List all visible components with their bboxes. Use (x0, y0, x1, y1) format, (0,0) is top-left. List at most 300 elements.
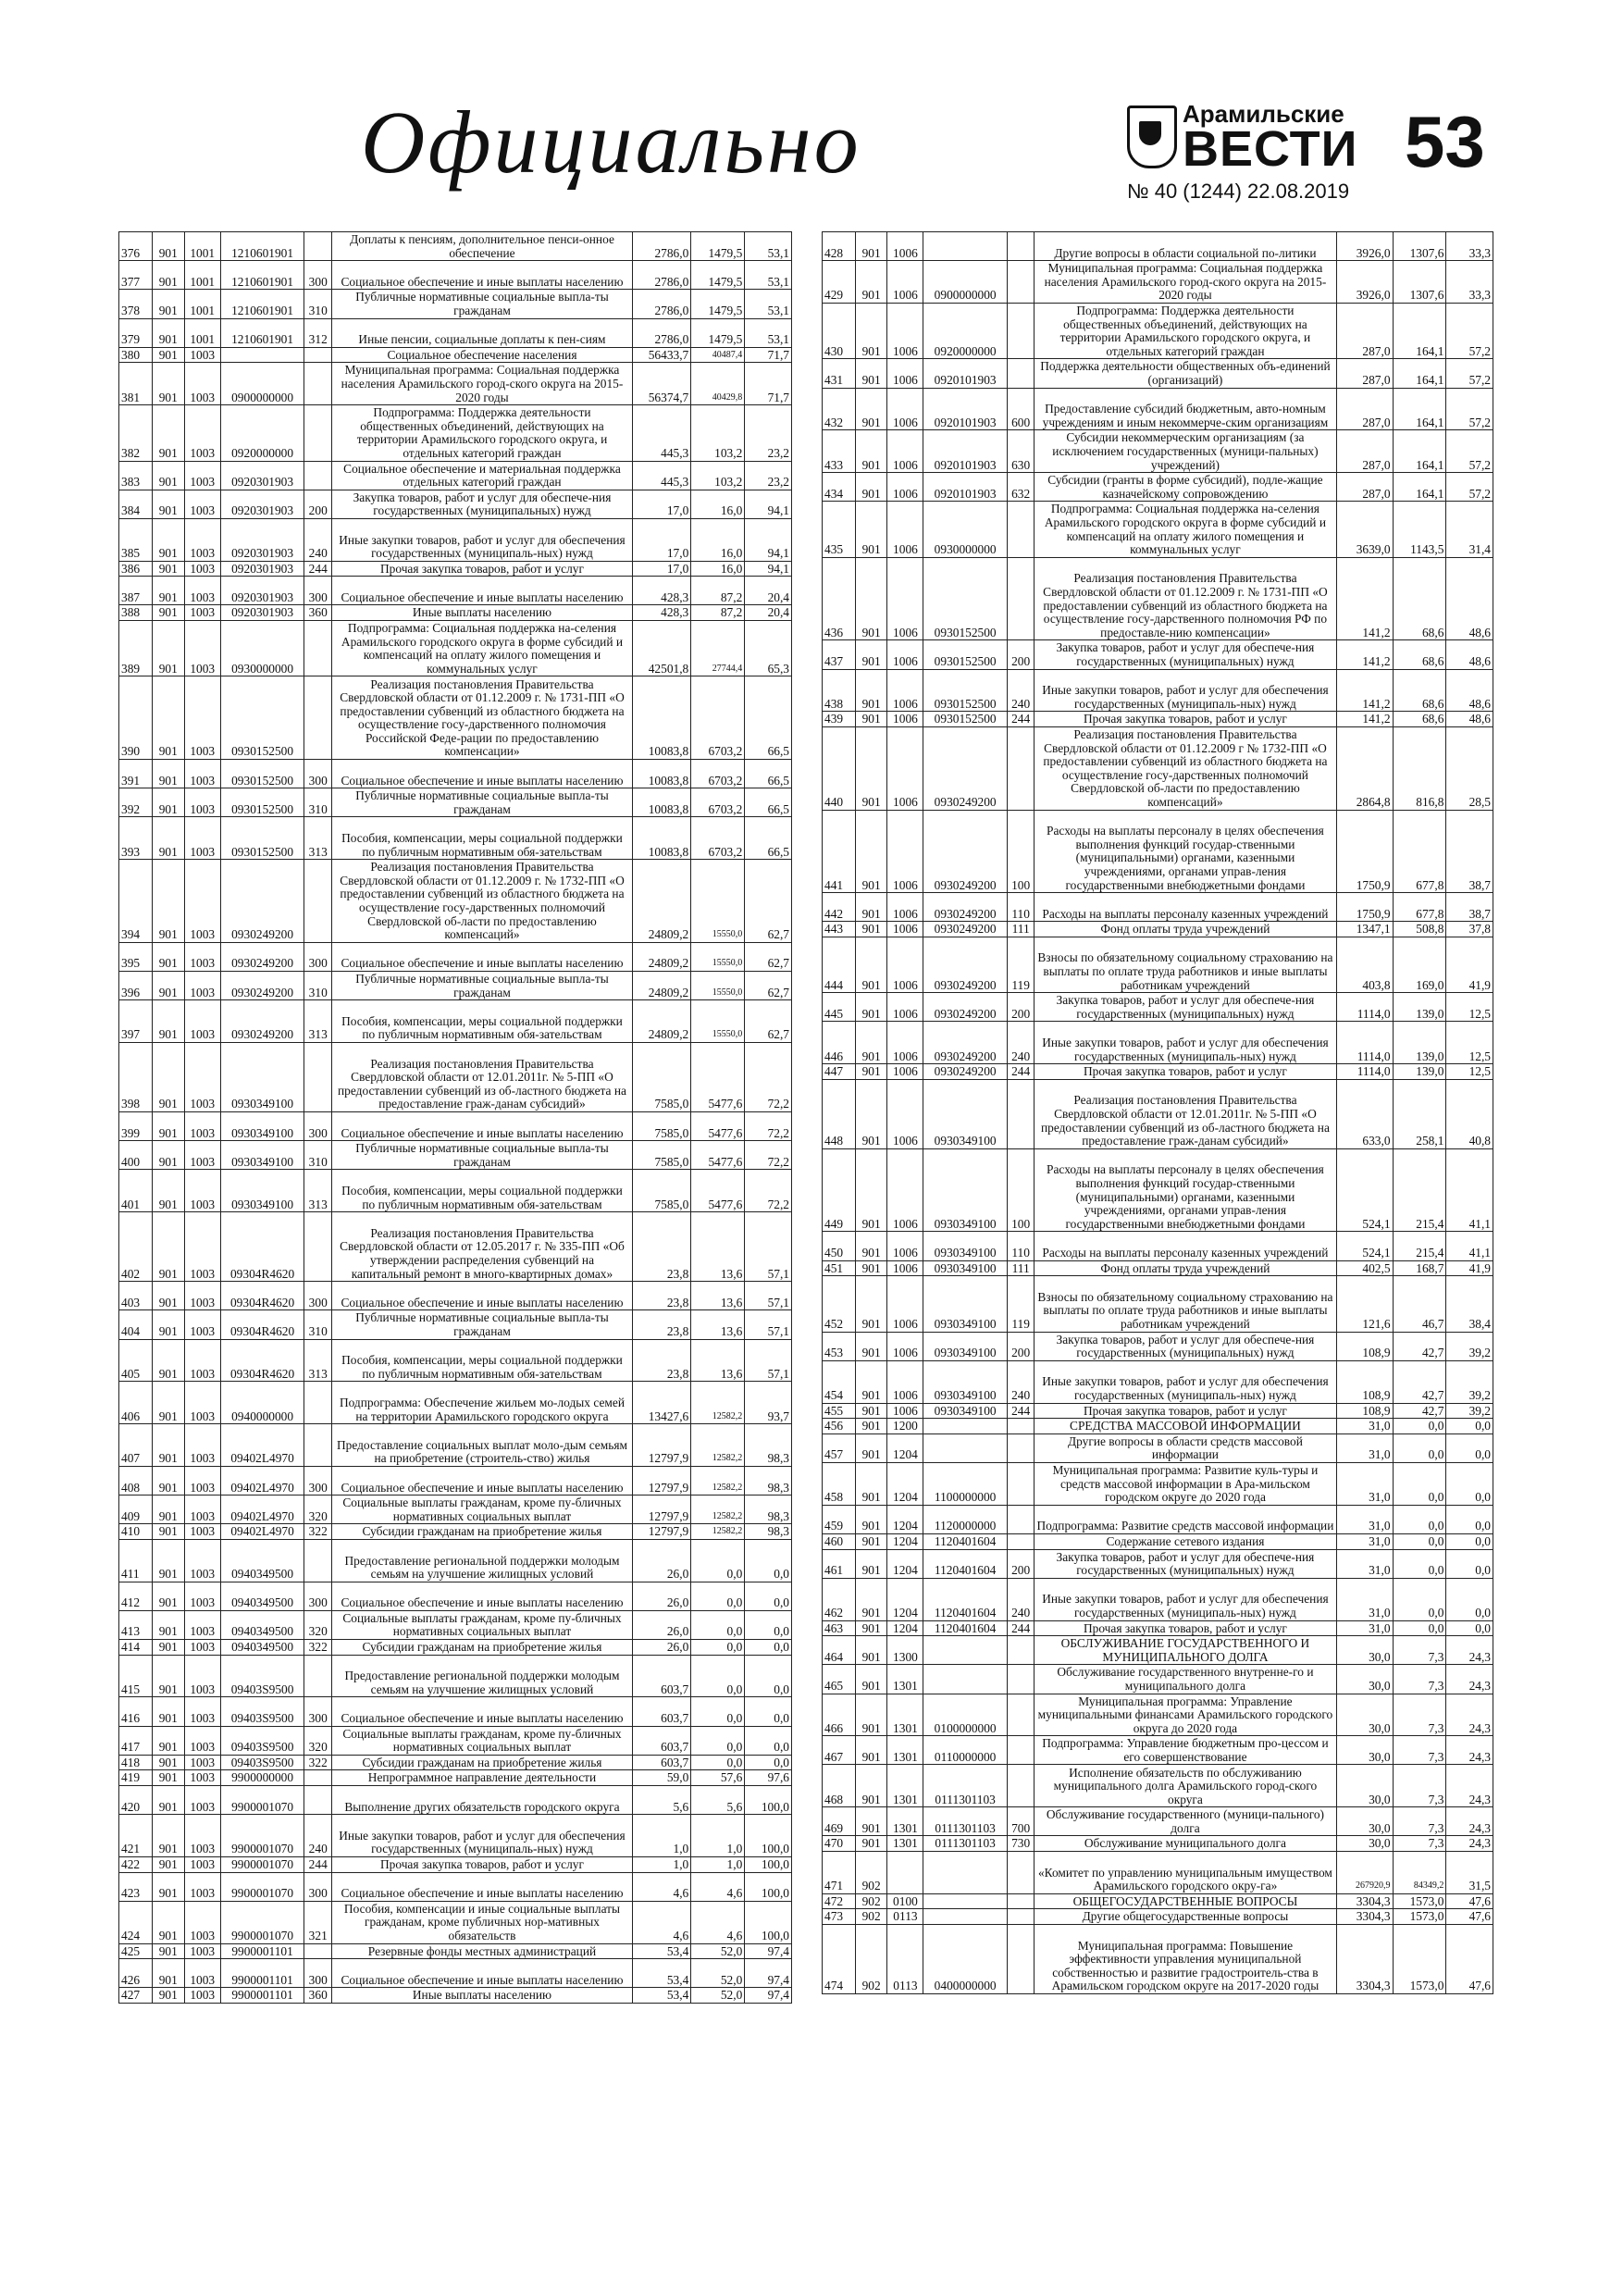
table-row (119, 1988, 792, 2004)
actual-amount: 12582,2 (691, 1524, 745, 1540)
target-code: 0930249200 (923, 1022, 1007, 1064)
section-code: 1003 (184, 1943, 220, 1959)
actual-amount: 103,2 (691, 461, 745, 490)
expense-type: 320 (304, 1726, 332, 1755)
target-code: 09304R4620 (220, 1339, 304, 1382)
section-code: 1006 (887, 1403, 923, 1419)
target-code: 0930349100 (220, 1170, 304, 1212)
row-number: 432 (823, 388, 856, 430)
plan-amount: 56433,7 (632, 347, 690, 363)
section-code: 1003 (184, 860, 220, 943)
table-row (823, 937, 1493, 992)
target-code: 0400000000 (923, 1925, 1007, 1994)
admin-code: 902 (855, 1852, 887, 1894)
section-code: 1003 (184, 1857, 220, 1873)
expense-type: 310 (304, 972, 332, 1000)
admin-code: 901 (152, 1901, 184, 1943)
plan-amount: 633,0 (1336, 1079, 1393, 1148)
row-description: Поддержка деятельности общественных объ-единений (организаций) (1035, 359, 1336, 388)
target-code: 0930249200 (923, 937, 1007, 992)
plan-amount: 287,0 (1336, 473, 1393, 502)
expense-type: 200 (1007, 993, 1034, 1022)
admin-code: 901 (855, 640, 887, 669)
percent-done: 97,4 (745, 1943, 792, 1959)
expense-type: 300 (304, 1112, 332, 1141)
percent-done: 93,7 (745, 1382, 792, 1424)
section-code: 1301 (887, 1736, 923, 1765)
admin-code: 901 (855, 937, 887, 992)
target-code: 0920301903 (220, 490, 304, 518)
plan-amount: 7585,0 (632, 1170, 690, 1212)
table-row (119, 363, 792, 405)
table-row (823, 640, 1493, 669)
actual-amount: 0,0 (1393, 1578, 1446, 1620)
row-description: Реализация постановления Правительства Свердловской области от 01.12.2009 г. № 1731-ПП «О предоставлении субвенций из областного бюджета на осуществление госу-дарственного полномочия Российской Феде-рации по предоставлению компенсации» (331, 676, 632, 760)
percent-done: 39,2 (1446, 1403, 1493, 1419)
actual-amount: 1,0 (691, 1857, 745, 1873)
table-row (823, 1462, 1493, 1505)
expense-type (304, 1382, 332, 1424)
section-code: 1003 (184, 1524, 220, 1540)
admin-code: 901 (152, 817, 184, 860)
percent-done: 0,0 (745, 1726, 792, 1755)
plan-amount: 287,0 (1336, 303, 1393, 358)
section-code: 1003 (184, 518, 220, 561)
actual-amount: 1,0 (691, 1815, 745, 1857)
row-description: Содержание сетевого издания (1035, 1533, 1336, 1549)
row-description: Закупка товаров, работ и услуг для обеспече-ния государственных (муниципальных) нужд (331, 490, 632, 518)
section-code: 1006 (887, 1064, 923, 1080)
row-description: Другие общегосударственные вопросы (1035, 1909, 1336, 1925)
plan-amount: 30,0 (1336, 1765, 1393, 1807)
actual-amount: 169,0 (1393, 937, 1446, 992)
plan-amount: 287,0 (1336, 430, 1393, 473)
table-row (823, 893, 1493, 922)
percent-done: 24,3 (1446, 1665, 1493, 1694)
percent-done: 31,4 (1446, 502, 1493, 557)
section-code: 1301 (887, 1694, 923, 1736)
row-description: Пособия, компенсации, меры социальной поддержки по публичным нормативным обя-зательствам (331, 1339, 632, 1382)
plan-amount: 10083,8 (632, 817, 690, 860)
actual-amount: 12582,2 (691, 1424, 745, 1467)
table-row (823, 712, 1493, 727)
row-number: 462 (823, 1578, 856, 1620)
row-number: 468 (823, 1765, 856, 1807)
expense-type (304, 1786, 332, 1815)
target-code: 1210601901 (220, 290, 304, 318)
row-description: Закупка товаров, работ и услуг для обеспече-ния государственных (муниципальных) нужд (1035, 1332, 1336, 1360)
row-description: Муниципальная программа: Социальная поддержка населения Арамильского город-ского округа на 2015-2020 годы (1035, 261, 1336, 304)
table-row (823, 502, 1493, 557)
row-description: Социальные выплаты гражданам, кроме пу-бличных нормативных социальных выплат (331, 1726, 632, 1755)
actual-amount: 1307,6 (1393, 232, 1446, 261)
actual-amount: 16,0 (691, 490, 745, 518)
expense-type: 244 (1007, 1064, 1034, 1080)
target-code: 0900000000 (220, 363, 304, 405)
row-number: 413 (119, 1610, 153, 1639)
target-code: 9900000000 (220, 1770, 304, 1786)
percent-done: 48,6 (1446, 669, 1493, 712)
section-code: 1003 (184, 605, 220, 621)
admin-code: 901 (855, 1064, 887, 1080)
expense-type: 310 (304, 1310, 332, 1339)
plan-amount: 108,9 (1336, 1360, 1393, 1403)
section-code: 1003 (184, 1655, 220, 1697)
expense-type: 200 (304, 490, 332, 518)
expense-type (304, 1943, 332, 1959)
plan-amount: 17,0 (632, 561, 690, 577)
actual-amount: 139,0 (1393, 1022, 1446, 1064)
actual-amount: 52,0 (691, 1988, 745, 2004)
expense-type: 100 (1007, 1148, 1034, 1232)
plan-amount: 10083,8 (632, 760, 690, 788)
actual-amount: 15550,0 (691, 1000, 745, 1043)
section-code: 1003 (184, 490, 220, 518)
expense-type: 240 (1007, 1578, 1034, 1620)
target-code: 0900000000 (923, 261, 1007, 304)
plan-amount: 31,0 (1336, 1419, 1393, 1434)
target-code: 9900001070 (220, 1786, 304, 1815)
table-row (823, 473, 1493, 502)
percent-done: 62,7 (745, 1000, 792, 1043)
target-code (923, 1419, 1007, 1434)
target-code (923, 1433, 1007, 1462)
row-description: Взносы по обязательному социальному страхованию на выплаты по оплате труда работников и иные выплаты работникам учреждений (1035, 1276, 1336, 1332)
plan-amount: 141,2 (1336, 712, 1393, 727)
section-code: 1006 (887, 640, 923, 669)
row-number: 391 (119, 760, 153, 788)
admin-code: 901 (152, 1697, 184, 1726)
admin-code: 901 (855, 473, 887, 502)
section-code: 1006 (887, 712, 923, 727)
target-code: 0930249200 (220, 942, 304, 971)
admin-code: 901 (152, 518, 184, 561)
actual-amount: 84349,2 (1393, 1852, 1446, 1894)
target-code: 0930349100 (923, 1403, 1007, 1419)
plan-amount: 31,0 (1336, 1549, 1393, 1578)
table-row (823, 1419, 1493, 1434)
section-code: 1003 (184, 1988, 220, 2004)
table-row (119, 1610, 792, 1639)
admin-code: 901 (855, 1636, 887, 1665)
section-code: 1006 (887, 937, 923, 992)
plan-amount: 3926,0 (1336, 261, 1393, 304)
table-row (823, 1403, 1493, 1419)
percent-done: 100,0 (745, 1815, 792, 1857)
plan-amount: 12797,9 (632, 1424, 690, 1467)
row-description: Публичные нормативные социальные выпла-ты гражданам (331, 788, 632, 817)
section-code: 1200 (887, 1419, 923, 1434)
target-code: 0100000000 (923, 1694, 1007, 1736)
row-description: Социальные выплаты гражданам, кроме пу-бличных нормативных социальных выплат (331, 1610, 632, 1639)
logo-line2: ВЕСТИ (1183, 121, 1358, 177)
row-number: 392 (119, 788, 153, 817)
row-description: Социальное обеспечение и иные выплаты населению (331, 1697, 632, 1726)
target-code: 0920101903 (923, 473, 1007, 502)
table-row (119, 1382, 792, 1424)
expense-type: 200 (1007, 1332, 1034, 1360)
percent-done: 57,1 (745, 1282, 792, 1310)
admin-code: 901 (855, 1022, 887, 1064)
row-description: Подпрограмма: Обеспечение жильем мо-лодых семей на территории Арамильского городского округа (331, 1382, 632, 1424)
admin-code: 902 (855, 1893, 887, 1909)
actual-amount: 16,0 (691, 561, 745, 577)
expense-type (304, 1655, 332, 1697)
percent-done: 0,0 (1446, 1419, 1493, 1434)
row-description: Расходы на выплаты персоналу в целях обеспечения выполнения функций государ-ственными (муниципальными) органами, казенными учреждениями, органами управ-ления государственными внебюджетными фондами (1035, 810, 1336, 893)
admin-code: 901 (152, 1755, 184, 1770)
expense-type: 730 (1007, 1836, 1034, 1852)
row-number: 434 (823, 473, 856, 502)
table-row (823, 1736, 1493, 1765)
plan-amount: 24809,2 (632, 942, 690, 971)
actual-amount: 0,0 (1393, 1433, 1446, 1462)
row-description: Подпрограмма: Развитие средств массовой информации (1035, 1505, 1336, 1533)
row-description: Подпрограмма: Социальная поддержка на-селения Арамильского городского округа в форме субсидий и компенсаций на оплату жилого помещения и коммунальных услуг (1035, 502, 1336, 557)
row-number: 389 (119, 621, 153, 676)
expense-type (1007, 1665, 1034, 1694)
plan-amount: 1,0 (632, 1815, 690, 1857)
row-number: 383 (119, 461, 153, 490)
plan-amount: 402,5 (1336, 1260, 1393, 1276)
section-code: 1006 (887, 1260, 923, 1276)
row-description: Публичные нормативные социальные выпла-ты гражданам (331, 290, 632, 318)
percent-done: 57,2 (1446, 388, 1493, 430)
percent-done: 72,2 (745, 1141, 792, 1170)
admin-code: 901 (855, 1433, 887, 1462)
admin-code: 901 (152, 1282, 184, 1310)
expense-type (1007, 1079, 1034, 1148)
target-code: 0940349500 (220, 1640, 304, 1656)
actual-amount: 1143,5 (1393, 502, 1446, 557)
row-number: 393 (119, 817, 153, 860)
expense-type (1007, 1925, 1034, 1994)
table-row (119, 1959, 792, 1988)
table-row (119, 760, 792, 788)
plan-amount: 287,0 (1336, 388, 1393, 430)
expense-type: 360 (304, 1988, 332, 2004)
expense-type (304, 1043, 332, 1112)
section-code: 1006 (887, 993, 923, 1022)
expense-type (1007, 261, 1034, 304)
target-code: 9900001070 (220, 1815, 304, 1857)
plan-amount: 17,0 (632, 518, 690, 561)
row-number: 437 (823, 640, 856, 669)
section-code: 1006 (887, 1232, 923, 1260)
table-row (823, 1232, 1493, 1260)
table-row (823, 1148, 1493, 1232)
table-row (823, 669, 1493, 712)
actual-amount: 164,1 (1393, 473, 1446, 502)
target-code: 0920101903 (923, 359, 1007, 388)
table-row (823, 810, 1493, 893)
plan-amount: 108,9 (1336, 1332, 1393, 1360)
percent-done: 72,2 (745, 1170, 792, 1212)
percent-done: 0,0 (1446, 1549, 1493, 1578)
admin-code: 901 (152, 1640, 184, 1656)
percent-done: 40,8 (1446, 1079, 1493, 1148)
admin-code: 901 (152, 1141, 184, 1170)
percent-done: 57,1 (745, 1310, 792, 1339)
expense-type: 322 (304, 1640, 332, 1656)
row-number: 397 (119, 1000, 153, 1043)
row-description: Иные пенсии, социальные доплаты к пен-сиям (331, 318, 632, 347)
target-code: 0930349100 (220, 1141, 304, 1170)
table-row (823, 557, 1493, 640)
row-number: 435 (823, 502, 856, 557)
admin-code: 901 (152, 1310, 184, 1339)
row-description: Резервные фонды местных администраций (331, 1943, 632, 1959)
percent-done: 38,4 (1446, 1276, 1493, 1332)
table-row (823, 1533, 1493, 1549)
actual-amount: 16,0 (691, 518, 745, 561)
admin-code: 901 (855, 1232, 887, 1260)
table-row (119, 676, 792, 760)
actual-amount: 0,0 (691, 1697, 745, 1726)
expense-type: 300 (304, 577, 332, 605)
row-description: Прочая закупка товаров, работ и услуг (331, 1857, 632, 1873)
row-description: Иные закупки товаров, работ и услуг для обеспечения государственных (муниципаль-ных) нужд (1035, 669, 1336, 712)
admin-code: 901 (855, 1360, 887, 1403)
actual-amount: 7,3 (1393, 1736, 1446, 1765)
actual-amount: 5477,6 (691, 1112, 745, 1141)
expense-type: 244 (1007, 1620, 1034, 1636)
admin-code: 901 (855, 1332, 887, 1360)
admin-code: 901 (152, 1382, 184, 1424)
actual-amount: 13,6 (691, 1310, 745, 1339)
percent-done: 0,0 (745, 1610, 792, 1639)
row-number: 444 (823, 937, 856, 992)
admin-code: 901 (855, 1549, 887, 1578)
row-description: Субсидии (гранты в форме субсидий), подле-жащие казначейскому сопровождению (1035, 473, 1336, 502)
actual-amount: 0,0 (1393, 1505, 1446, 1533)
target-code: 0940349500 (220, 1539, 304, 1582)
row-number: 453 (823, 1332, 856, 1360)
section-code: 1001 (184, 232, 220, 261)
table-row (823, 1852, 1493, 1894)
expense-type (1007, 1893, 1034, 1909)
section-code: 1001 (184, 261, 220, 290)
admin-code: 902 (855, 1925, 887, 1994)
issue-number: № 40 (1244) 22.08.2019 (1127, 180, 1350, 203)
section-code: 1006 (887, 893, 923, 922)
table-row (119, 290, 792, 318)
percent-done: 98,3 (745, 1466, 792, 1495)
row-description: Выполнение других обязательств городского округа (331, 1786, 632, 1815)
target-code: 09402L4970 (220, 1424, 304, 1467)
percent-done: 57,1 (745, 1339, 792, 1382)
expense-type (1007, 1694, 1034, 1736)
admin-code: 901 (152, 1466, 184, 1495)
admin-code: 901 (855, 1533, 887, 1549)
row-number: 459 (823, 1505, 856, 1533)
table-row (823, 1665, 1493, 1694)
admin-code: 901 (152, 1655, 184, 1697)
table-row (823, 1636, 1493, 1665)
target-code (923, 1852, 1007, 1894)
percent-done: 0,0 (745, 1582, 792, 1610)
row-description: Другие вопросы в области социальной по-литики (1035, 232, 1336, 261)
expense-type (1007, 726, 1034, 810)
row-number: 426 (119, 1959, 153, 1988)
row-number: 416 (119, 1697, 153, 1726)
actual-amount: 12582,2 (691, 1466, 745, 1495)
row-description: Иные закупки товаров, работ и услуг для обеспечения государственных (муниципаль-ных) нужд (1035, 1578, 1336, 1620)
table-row (823, 1807, 1493, 1836)
coat-of-arms-icon (1127, 105, 1177, 168)
admin-code: 901 (152, 1212, 184, 1282)
target-code (220, 347, 304, 363)
actual-amount: 6703,2 (691, 676, 745, 760)
row-number: 380 (119, 347, 153, 363)
target-code: 1120401604 (923, 1533, 1007, 1549)
target-code: 0930249200 (923, 726, 1007, 810)
section-code: 1003 (184, 1043, 220, 1112)
percent-done: 47,6 (1446, 1925, 1493, 1994)
section-code: 1006 (887, 810, 923, 893)
row-number: 424 (119, 1901, 153, 1943)
actual-amount: 1479,5 (691, 261, 745, 290)
plan-amount: 23,8 (632, 1282, 690, 1310)
section-code: 1300 (887, 1636, 923, 1665)
percent-done: 57,2 (1446, 430, 1493, 473)
row-number: 402 (119, 1212, 153, 1282)
expense-type: 200 (1007, 1549, 1034, 1578)
section-code: 1003 (184, 1610, 220, 1639)
expense-type: 240 (304, 518, 332, 561)
target-code (923, 1665, 1007, 1694)
plan-amount: 12797,9 (632, 1496, 690, 1524)
row-number: 461 (823, 1549, 856, 1578)
plan-amount: 524,1 (1336, 1148, 1393, 1232)
actual-amount: 258,1 (1393, 1079, 1446, 1148)
row-number: 404 (119, 1310, 153, 1339)
section-code: 1006 (887, 557, 923, 640)
actual-amount: 12582,2 (691, 1496, 745, 1524)
expense-type: 600 (1007, 388, 1034, 430)
table-row (119, 1582, 792, 1610)
target-code: 9900001070 (220, 1872, 304, 1901)
percent-done: 47,6 (1446, 1893, 1493, 1909)
actual-amount: 5477,6 (691, 1043, 745, 1112)
section-code: 1003 (184, 942, 220, 971)
actual-amount: 1573,0 (1393, 1893, 1446, 1909)
percent-done: 24,3 (1446, 1636, 1493, 1665)
row-description: СРЕДСТВА МАССОВОЙ ИНФОРМАЦИИ (1035, 1419, 1336, 1434)
target-code: 0920301903 (220, 461, 304, 490)
actual-amount: 0,0 (691, 1610, 745, 1639)
row-number: 414 (119, 1640, 153, 1656)
plan-amount: 24809,2 (632, 860, 690, 943)
expense-type: 322 (304, 1755, 332, 1770)
plan-amount: 524,1 (1336, 1232, 1393, 1260)
plan-amount: 31,0 (1336, 1578, 1393, 1620)
plan-amount: 3926,0 (1336, 232, 1393, 261)
percent-done: 0,0 (745, 1655, 792, 1697)
plan-amount: 2786,0 (632, 318, 690, 347)
table-row (823, 1549, 1493, 1578)
row-description: Иные закупки товаров, работ и услуг для обеспечения государственных (муниципаль-ных) нужд (1035, 1360, 1336, 1403)
percent-done: 62,7 (745, 942, 792, 971)
expense-type: 110 (1007, 893, 1034, 922)
admin-code: 901 (855, 922, 887, 937)
row-description: Прочая закупка товаров, работ и услуг (1035, 1064, 1336, 1080)
target-code: 0920000000 (220, 405, 304, 461)
plan-amount: 42501,8 (632, 621, 690, 676)
target-code: 0111301103 (923, 1836, 1007, 1852)
row-number: 446 (823, 1022, 856, 1064)
section-code: 1003 (184, 1424, 220, 1467)
